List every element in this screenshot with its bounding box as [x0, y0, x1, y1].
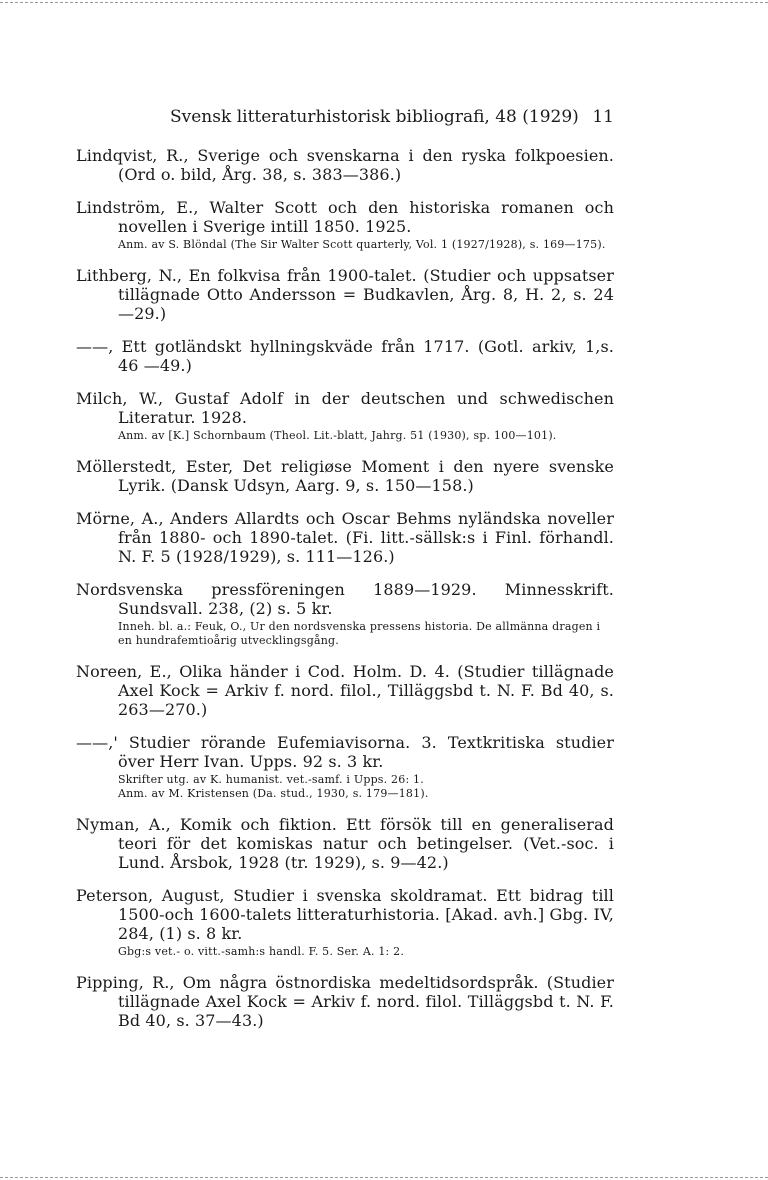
- bibliography-entry: [76, 457, 614, 495]
- entry-text: Möllerstedt, Ester, Det religiøse Moment i den nyere svenske Lyrik. (Dansk Udsyn, Aarg. 9, s. 150—158.): [76, 457, 614, 495]
- top-edge-rule: [0, 2, 768, 3]
- entry-text: ——,' Studier rörande Eufemiavisorna. 3. Textkritiska studier över Herr Ivan. Upps. 92 s. 3 kr.: [76, 733, 614, 771]
- entry-text: Lindqvist, R., Sverige och svenskarna i den ryska folkpoesien. (Ord o. bild, Årg. 38, s. 383—386.): [76, 146, 614, 184]
- bibliography-entry: [76, 886, 614, 959]
- entry-text: Nordsvenska pressföreningen 1889—1929. Minnesskrift. Sundsvall. 238, (2) s. 5 kr.: [76, 580, 614, 618]
- entry-note: [76, 945, 614, 959]
- entry-text: Nyman, A., Komik och fiktion. Ett försök till en generaliserad teori för det komiskas natur och betingelser. (Vet.-soc. i Lund. Årsbok, 1928 (tr. 1929), s. 9—42.): [76, 815, 614, 872]
- entry-text: Lindström, E., Walter Scott och den historiska romanen och novellen i Sverige intill 1850. 1925.: [76, 198, 614, 236]
- bibliography-entries: [76, 146, 614, 1044]
- entry-text: Lithberg, N., En folkvisa från 1900-talet. (Studier och uppsatser tillägnade Otto Andersson = Budkavlen, Årg. 8, H. 2, s. 24—29.): [76, 266, 614, 323]
- bottom-edge-rule: [0, 1177, 768, 1178]
- entry-note: [76, 620, 614, 648]
- bibliography-entry: [76, 733, 614, 801]
- entry-text: ——, Ett gotländskt hyllningskväde från 1717. (Gotl. arkiv, 1,s. 46 —49.): [76, 337, 614, 375]
- note-line: Skrifter utg. av K. humanist. vet.-samf. i Upps. 26: 1.: [118, 773, 424, 786]
- note-line: Gbg:s vet.- o. vitt.-samh:s handl. F. 5. Ser. A. 1: 2.: [118, 945, 405, 958]
- bibliography-entry: [76, 973, 614, 1030]
- entry-text: Peterson, August, Studier i svenska skoldramat. Ett bidrag till 1500-och 1600-talets litteraturhistoria. [Akad. avh.] Gbg. IV, 284, (1) s. 8 kr.: [76, 886, 614, 943]
- entry-text: Noreen, E., Olika händer i Cod. Holm. D. 4. (Studier tillägnade Axel Kock = Arkiv f. nord. filol., Tilläggsbd t. N. F. Bd 40, s. 263—270.): [76, 662, 614, 719]
- note-line: Anm. av [K.] Schornbaum (Theol. Lit.-blatt, Jahrg. 51 (1930), sp. 100—101).: [118, 429, 557, 442]
- bibliography-entry: [76, 389, 614, 443]
- bibliography-entry: [76, 662, 614, 719]
- entry-note: [76, 773, 614, 801]
- page-number: 11: [592, 107, 614, 127]
- bibliography-entry: [76, 580, 614, 648]
- bibliography-entry: [76, 266, 614, 323]
- entry-text: Pipping, R., Om några östnordiska medeltidsordspråk. (Studier tillägnade Axel Kock = Arkiv f. nord. filol. Tilläggsbd t. N. F. Bd 40, s. 37—43.): [76, 973, 614, 1030]
- bibliography-entry: [76, 146, 614, 184]
- note-line: Anm. av M. Kristensen (Da. stud., 1930, s. 179—181).: [118, 787, 429, 800]
- entry-note: [76, 238, 614, 252]
- running-title: Svensk litteraturhistorisk bibliografi, 48 (1929): [170, 107, 579, 127]
- bibliography-entry: [76, 815, 614, 872]
- entry-note: [76, 429, 614, 443]
- note-line: Inneh. bl. a.: Feuk, O., Ur den nordsvenska pressens historia. De allmänna dragen i en hundrafemtioårig utvecklingsgång.: [118, 620, 601, 647]
- bibliography-entry: [76, 198, 614, 252]
- entry-text: Mörne, A., Anders Allardts och Oscar Behms nyländska noveller från 1880- och 1890-talet. (Fi. litt.-sällsk:s i Finl. förhandl. N. F. 5 (1928/1929), s. 111—126.): [76, 509, 614, 566]
- note-line: Anm. av S. Blöndal (The Sir Walter Scott quarterly, Vol. 1 (1927/1928), s. 169—175).: [118, 238, 606, 251]
- bibliography-entry: [76, 509, 614, 566]
- bibliography-entry: [76, 337, 614, 375]
- running-header: [170, 104, 614, 130]
- entry-text: Milch, W., Gustaf Adolf in der deutschen und schwedischen Literatur. 1928.: [76, 389, 614, 427]
